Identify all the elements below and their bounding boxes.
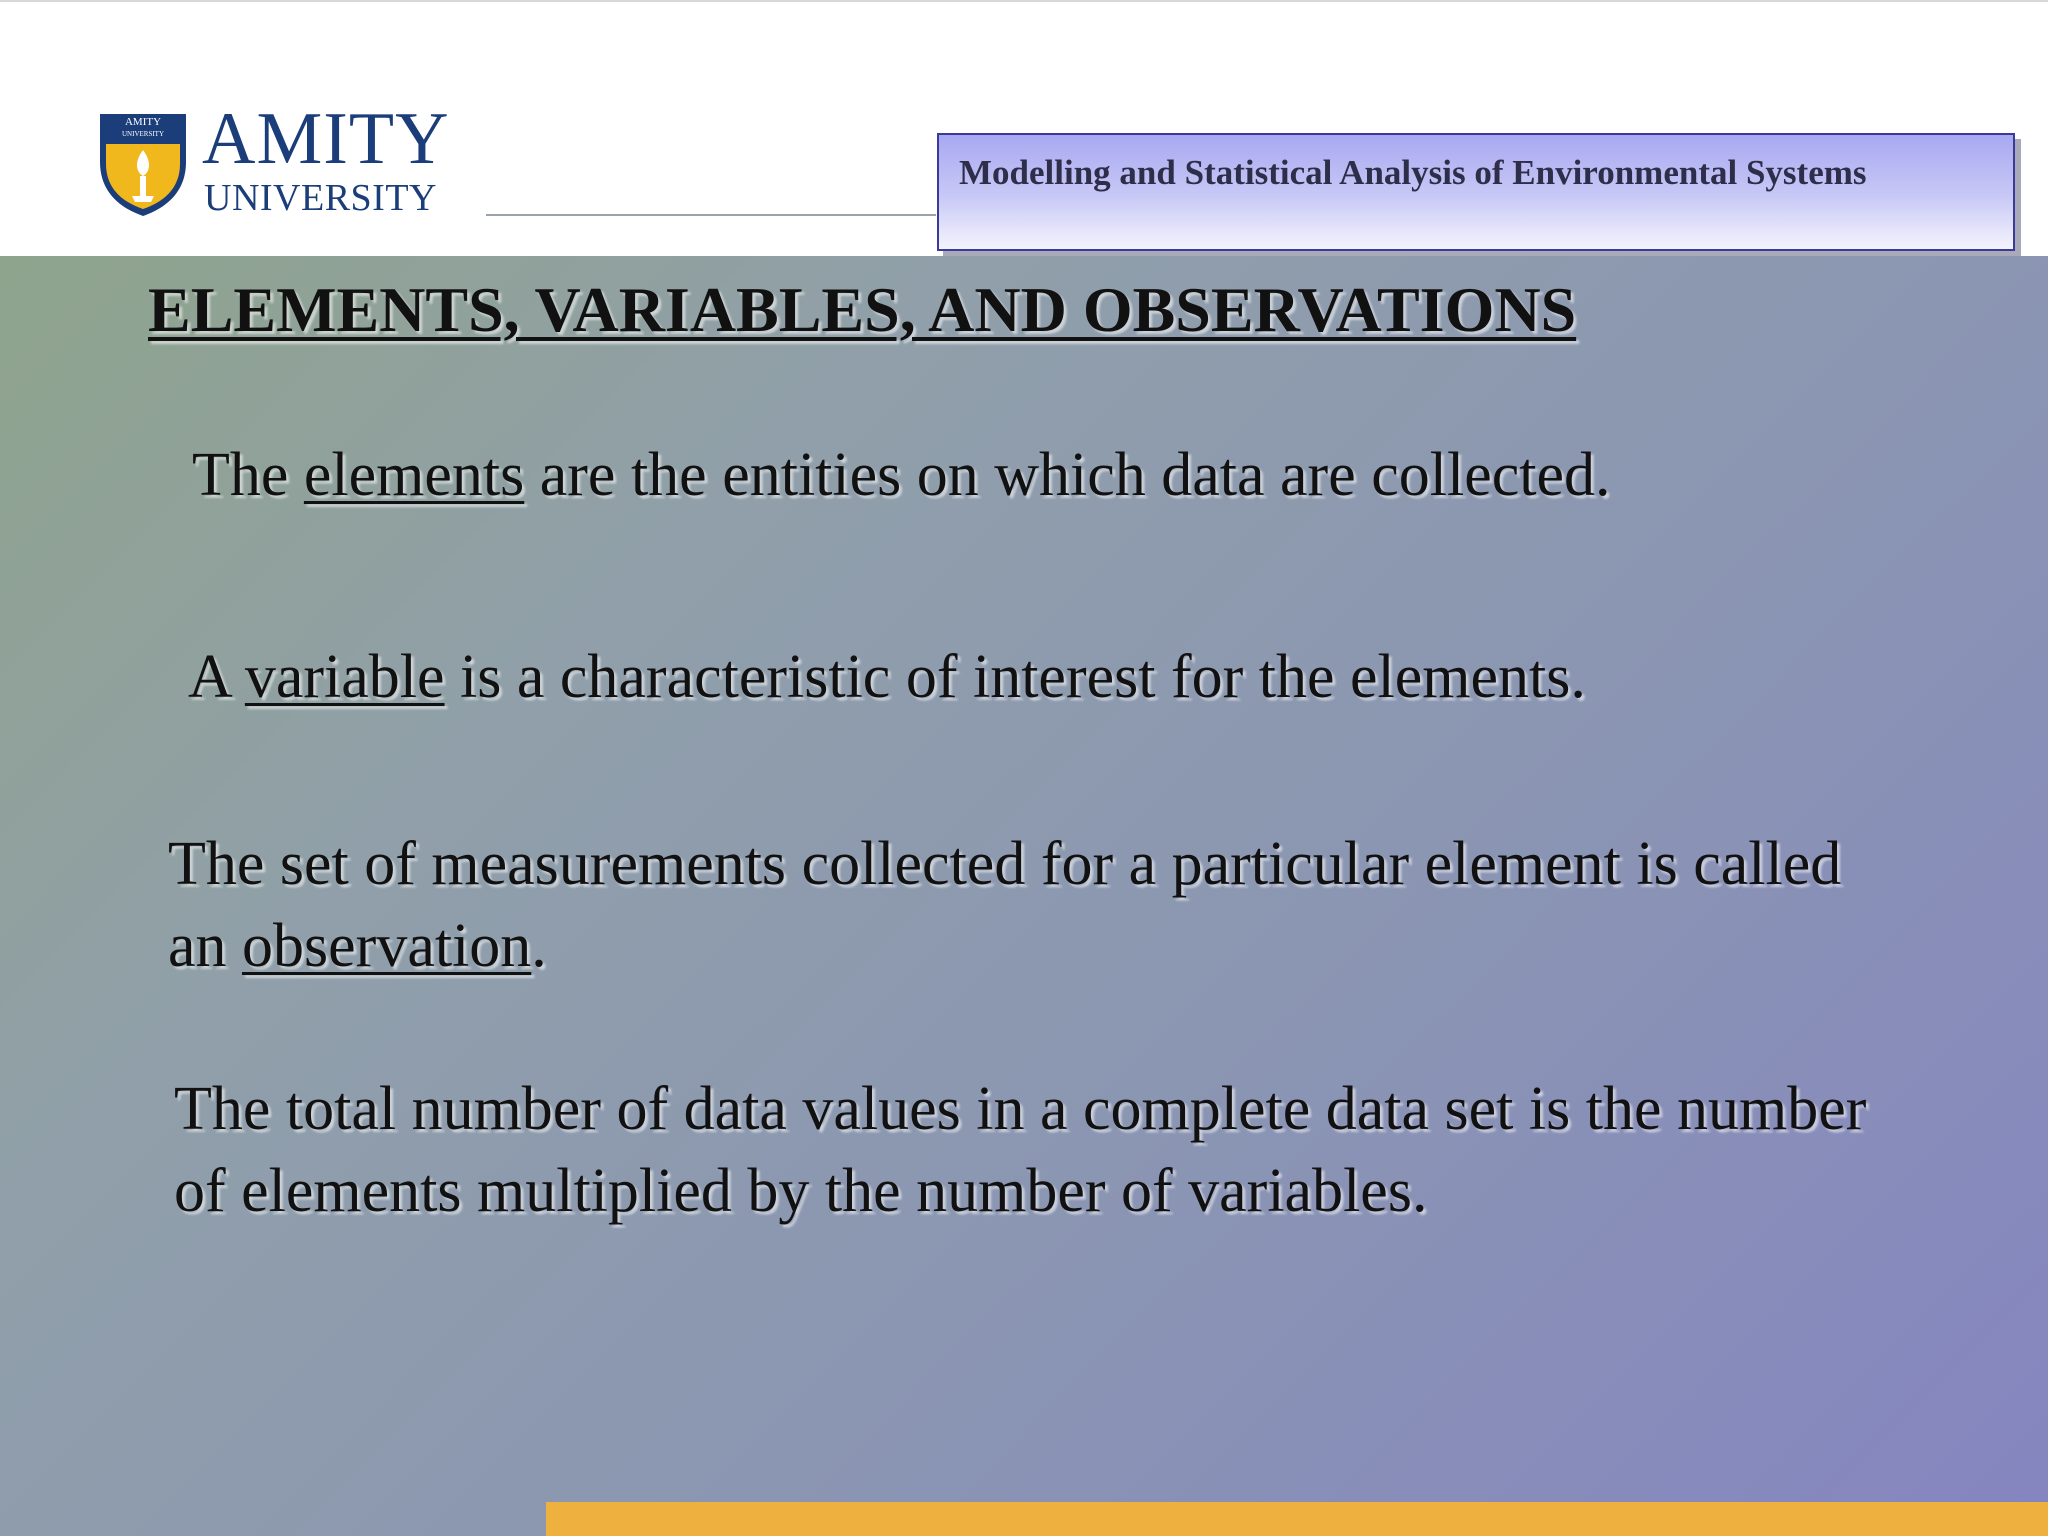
amity-university-logo — [96, 98, 450, 224]
paragraph-observation — [168, 823, 1888, 987]
logo-subtitle: UNIVERSITY — [204, 177, 437, 219]
paragraph-text: A — [188, 643, 245, 711]
slide-title: ELEMENTS, VARIABLES, AND OBSERVATIONS — [148, 274, 1577, 345]
footer-accent-bar — [546, 1502, 2048, 1536]
svg-text:UNIVERSITY: UNIVERSITY — [122, 130, 164, 138]
slide-header — [0, 0, 2048, 256]
course-title: Modelling and Statistical Analysis of Environmental Systems — [959, 153, 1867, 192]
term-observation: observation — [242, 912, 532, 980]
shield-icon — [96, 110, 190, 218]
paragraph-text: are the entities on which data are collected. — [524, 441, 1611, 509]
paragraph-total-values: The total number of data values in a complete data set is the number of elements multiplied by the number of variables. — [174, 1075, 1867, 1225]
paragraph-text: The — [192, 441, 304, 509]
svg-text:AMITY: AMITY — [124, 116, 162, 128]
paragraph-elements — [192, 434, 1610, 516]
term-variable: variable — [244, 643, 445, 711]
paragraph-variable — [188, 636, 1586, 718]
logo-wordmark: AMITY — [202, 98, 450, 180]
term-elements: elements — [303, 441, 525, 509]
paragraph-text: . — [531, 912, 547, 980]
paragraph-text: The set of measurements collected for a particular element is called an — [168, 830, 1842, 980]
header-divider — [486, 214, 936, 216]
course-title-box — [937, 133, 2015, 251]
paragraph-text: is a characteristic of interest for the elements. — [444, 643, 1586, 711]
